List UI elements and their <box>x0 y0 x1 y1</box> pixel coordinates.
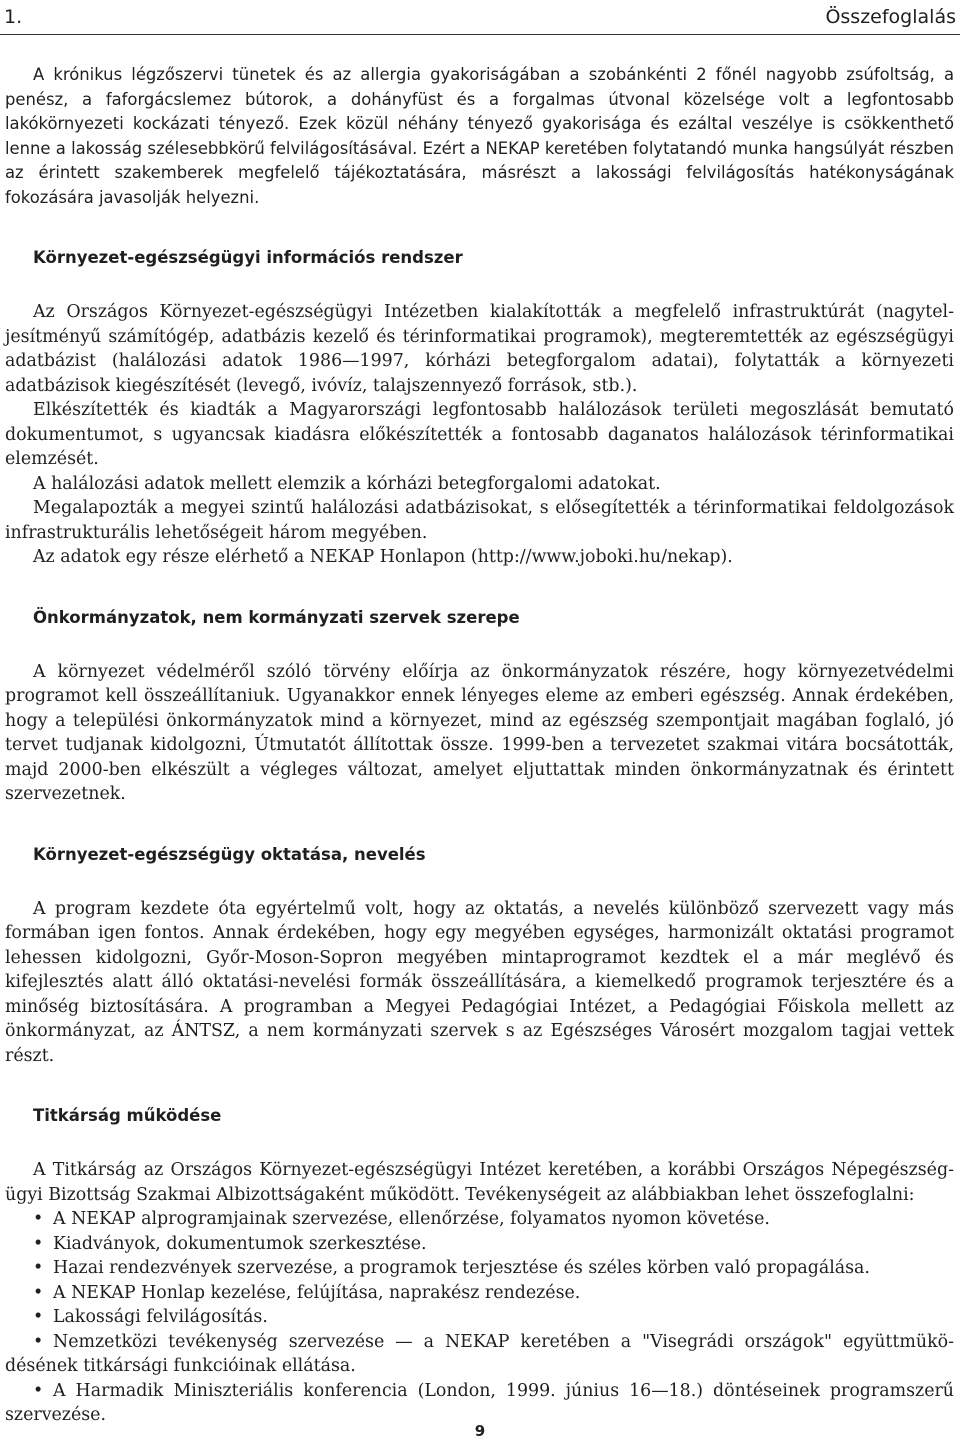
list-item: • A NEKAP alprogramjainak szervezése, ellenőrzése, folyamatos nyomon követése. <box>5 1207 954 1232</box>
paragraph: Az adatok egy része elérhető a NEKAP Honlapon (http://www.joboki.hu/nekap). <box>33 547 733 567</box>
list-item: • Nemzetközi tevékenység szervezése — a NEKAP keretében a "Visegrádi országok" együttmüködésének titkársági funkcióinak ellátása. <box>5 1330 954 1379</box>
list-item: • A Harmadik Miniszteriális konferencia (London, 1999. június 16—18.) döntéseinek programszerű szervezése. <box>5 1379 954 1428</box>
list-item: • A NEKAP Honlap kezelése, felújítása, naprakész rendezése. <box>5 1281 954 1306</box>
section-heading: Önkormányzatok, nem kormányzati szervek szerepe <box>33 607 520 627</box>
paragraph: A program kezdete óta egyértelmű volt, hogy az oktatás, a nevelés különböző szervezett vagy más formában igen fontos. Annak érdekében, hogy egy megyében egységes, harmonizált oktatási programot lehessen kidolgozni, Győr-Moson-Sopron megyében mintaprogramot kezdtek el a már meglévő és kifejlesztés alatt álló oktatási-nevelési formák összeállítására, a kiemelkedő programok terjesztére és a minőség biztosítására. A programban a Megyei Pedagógiai Intézet, a Pedagógiai Főiskola mellett az önkormányzat, az ÁNTSZ, a nem kormányzati szervek s az Egészséges Városért mozgalom tagjai vettek részt. <box>5 898 954 1066</box>
running-header <box>0 0 960 35</box>
paragraph: A Titkárság az Országos Környezet-egészségügyi Intézet keretében, a korábbi Országos Népegészségügyi Bizottság Szakmai Albizottságaként működött. Tevékenységeit az alábbiakban lehet összefoglalni: <box>5 1160 954 1205</box>
list-item: • Kiadványok, dokumentumok szerkesztése. <box>5 1232 954 1257</box>
page-body <box>5 63 954 1428</box>
list-item: • Hazai rendezvények szervezése, a programok terjesztése és széles körben való propagálása. <box>5 1256 954 1281</box>
section-heading: Környezet-egészségügyi információs rendszer <box>33 248 463 267</box>
paragraph: Az Országos Környezet-egészségügyi Intézetben kialakították a megfelelő infrastruktúrát (nagyteljesítményű számítógép, adatbázis kezelő és térinformatikai programok), megteremtették az egészségügyi adatbázist (halálozási adatok 1986—1997, kórházi betegforgalom adatai), folytatták a környezeti adatbázisok kiegészítését (levegő, ivóvíz, talajszennyező források, stb.). <box>5 302 954 396</box>
paragraph: A halálozási adatok mellett elemzik a kórházi betegforgalomi adatokat. <box>33 473 661 494</box>
page-number: 9 <box>474 1422 486 1440</box>
chapter-title: Összefoglalás <box>825 6 956 28</box>
section-heading: Környezet-egészségügy oktatása, nevelés <box>33 844 426 864</box>
chapter-number: 1. <box>4 6 23 28</box>
section-heading: Titkárság működése <box>33 1106 222 1125</box>
paragraph: A környezet védelméről szóló törvény előírja az önkormányzatok részére, hogy környezetvédelmi programot kell összeállítaniuk. Ugyanakkor ennek lényeges eleme az emberi egészség. Annak érdekében, hogy a települési önkormányzatok mind a környezet, mind az egészség szempontjait magában foglaló, jó tervet tudjanak kidolgozni, Útmutatót állítottak össze. 1999-ben a tervezetet szakmai vitára bocsátották, majd 2000-ben elkészült a végleges változat, amelyet eljuttattak minden önkormányzatnak és érintett szervezetnek. <box>5 661 954 804</box>
intro-paragraph: A krónikus légzőszervi tünetek és az allergia gyakoriságában a szobánkénti 2 főnél nagyobb zsúfoltság, a penész, a faforgácslemez bútorok, a dohányfüst és a forgalmas útvonal közelsége volt a legfontosabb lakókörnyezeti kockázati tényező. Ezek közül néhány tényező gyakorisága és ezáltal veszélye is csökkenthető lenne a lakosság szélesebbkörű felvilágosításával. Ezért a NEKAP keretében folytatandó munka hangsúlyát részben az érintett szakemberek megfelelő tájékoztatására, másrészt a lakossági felvilágosítás hatékonyságának fokozására javasolják helyezni. <box>5 65 954 207</box>
activity-list <box>5 1207 954 1428</box>
list-item: • Lakossági felvilágosítás. <box>5 1305 954 1330</box>
paragraph: Elkészítették és kiadták a Magyarországi legfontosabb halálozások területi megoszlását bemutató dokumentumot, s ugyancsak kiadásra előkészítették a fontosabb daganatos halálozások térinformatikai elemzését. <box>5 400 954 469</box>
paragraph: Megalapozták a megyei szintű halálozási adatbázisokat, s elősegítették a térinformatikai feldolgozások infrastrukturális lehetőségeit három megyében. <box>5 498 954 543</box>
